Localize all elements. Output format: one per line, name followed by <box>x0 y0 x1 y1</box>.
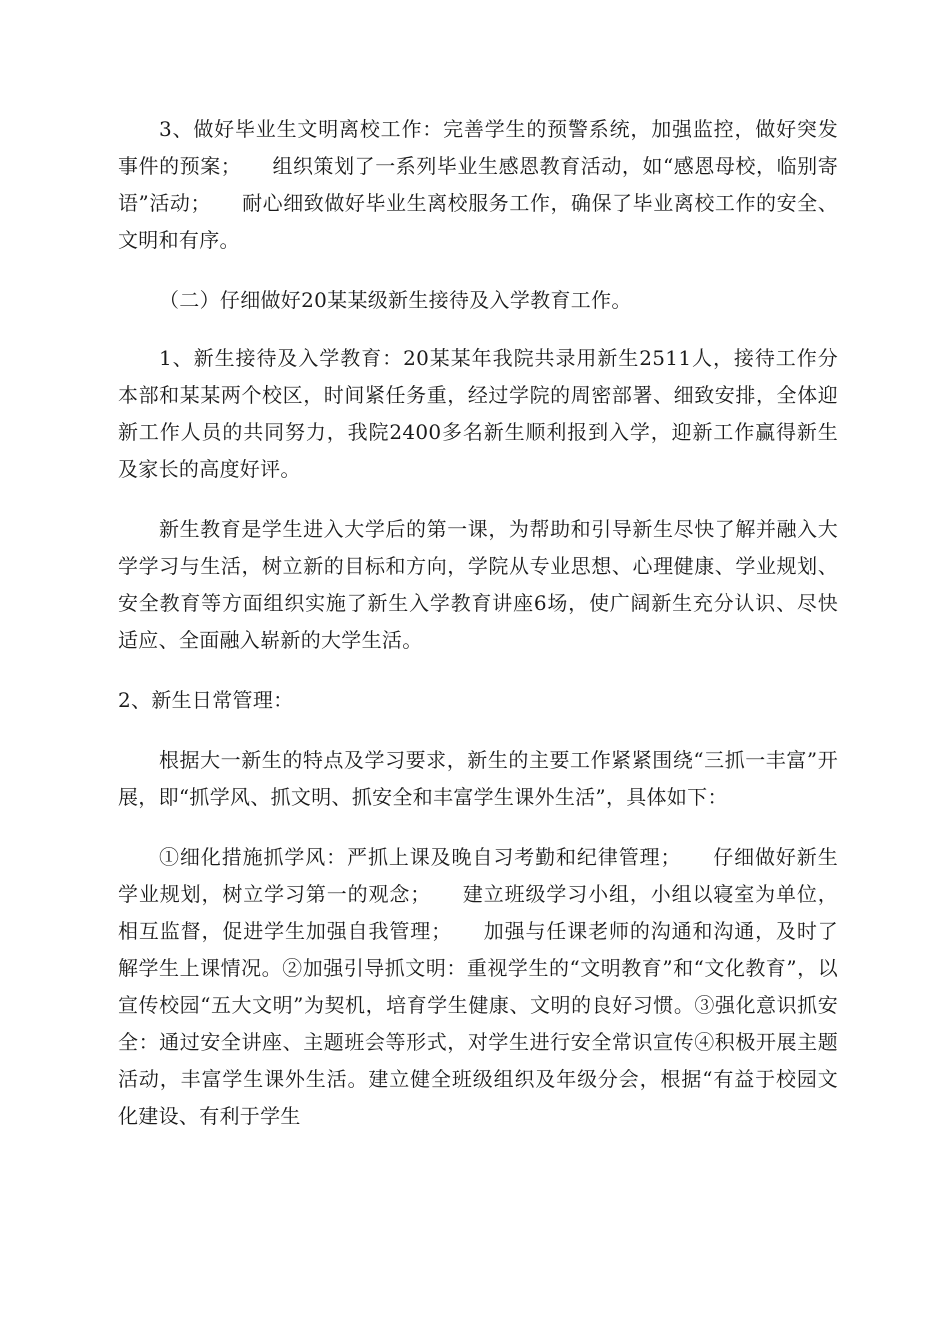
paragraph-freshman-reception: 1、新生接待及入学教育：20某某年我院共录用新生2511人，接待工作分本部和某某两个校区，时间紧任务重，经过学院的周密部署、细致安排，全体迎新工作人员的共同努力，我院2400多名新生顺利报到入学，迎新工作赢得新生及家长的高度好评。 <box>118 346 838 481</box>
section-heading-freshman-reception: （二）仔细做好20某某级新生接待及入学教育工作。 <box>159 288 632 312</box>
paragraph-management-measures: ①细化措施抓学风：严抓上课及晚自习考勤和纪律管理； 仔细做好新生学业规划，树立学习第一的观念； 建立班级学习小组，小组以寝室为单位，相互监督，促进学生加强自我管理； 加强与任课老师的沟通和沟通，及时了解学生上课情况。②加强引导抓文明：重视学生的“文明教育”和“文化教育”，以宣传校园“五大文明”为契机，培育学生健康、文明的良好习惯。③强化意识抓安全：通过安全讲座、主题班会等形式，对学生进行安全常识宣传④积极开展主题活动，丰富学生课外生活。建立健全班级组织及年级分会，根据“有益于校园文化建设、有利于学生 <box>118 845 838 1128</box>
document-page <box>118 111 838 1158</box>
paragraph-graduate-departure: 3、做好毕业生文明离校工作：完善学生的预警系统，加强监控，做好突发事件的预案； 组织策划了一系列毕业生感恩教育活动，如“感恩母校，临别寄语”活动； 耐心细致做好毕业生离校服务工作，确保了毕业离校工作的安全、文明和有序。 <box>118 117 838 252</box>
subheading-freshman-daily-management: 2、新生日常管理： <box>118 688 294 712</box>
paragraph-freshman-education: 新生教育是学生进入大学后的第一课，为帮助和引导新生尽快了解并融入大学学习与生活，树立新的目标和方向，学院从专业思想、心理健康、学业规划、安全教育等方面组织实施了新生入学教育讲座6场，使广阔新生充分认识、尽快适应、全面融入崭新的大学生活。 <box>118 517 838 652</box>
paragraph-management-overview: 根据大一新生的特点及学习要求，新生的主要工作紧紧围绕“三抓一丰富”开展，即“抓学风、抓文明、抓安全和丰富学生课外生活”，具体如下： <box>118 748 838 809</box>
